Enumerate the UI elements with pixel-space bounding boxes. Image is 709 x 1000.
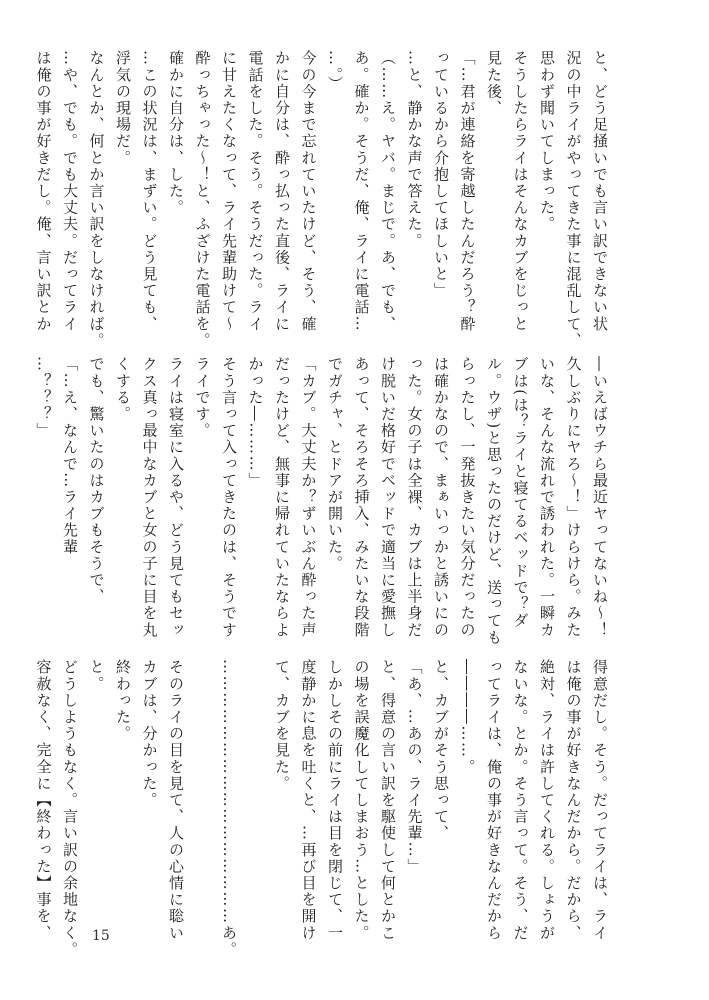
text-line: …や、でも。でも大丈夫。だってライ xyxy=(61,50,79,333)
text-line: あって、そろそろ挿入、みたいな段階 xyxy=(352,356,371,639)
text-line: ブは(は？ライと寝てるベッドで？ダ xyxy=(511,356,530,630)
text-line: っているから介抱してほしいと」 xyxy=(432,50,450,299)
text-line: と、どう足掻いでも言い訳できない状 xyxy=(591,50,609,333)
text-line: ル。ウザ)と思ったのだけど、送っても xyxy=(485,356,503,646)
text-line: は俺の事が好きだし。俺、言い訳とか xyxy=(34,50,53,333)
text-line: った。女の子は全裸、カブは上半身だ xyxy=(405,356,424,639)
text-line: かった―………」 xyxy=(246,356,265,489)
text-line: あ。確か。そうだ、俺、ライに電話… xyxy=(352,50,371,333)
text-line: 久しぶりにヤろ～！」けらけら。みた xyxy=(564,356,583,639)
text-line: ないな。とか。そう言って。そう、だ xyxy=(511,659,530,942)
text-line: いな、そんな流れで誘われた。一瞬カ xyxy=(538,356,556,639)
text-line: は確かなので、まぁいっかと誘いにの xyxy=(432,356,450,639)
text-line: け脱いだ格好でベッドで適当に愛撫し xyxy=(379,356,397,639)
text-line: 絶対、ライは許してくれる。しょうが xyxy=(538,659,556,942)
text-line: の場を誤魔化してしまおう…とした。 xyxy=(352,659,371,942)
text-line: …この状況は、まずい。どう見ても、 xyxy=(140,50,159,333)
text-line: だったけど、無事に帰れていたならよ xyxy=(273,356,291,639)
text-line: どうしようもなく。言い訳の余地なく。 xyxy=(61,659,79,958)
text-tier-middle xyxy=(34,356,613,646)
text-line: そのライの目を見て、人の心情に聡い xyxy=(167,659,185,942)
text-line: なんとか、何とか言い訳をしなければ。 xyxy=(87,50,106,349)
text-line: ―いえばウチら最近ヤってないね～！ xyxy=(591,356,609,639)
text-line: 容赦なく、完全に【終わった】事を、 xyxy=(34,659,53,942)
text-line: でガチャ、とドアが開いた。 xyxy=(326,356,344,572)
text-line: …？？？」 xyxy=(34,356,53,439)
text-line: かに自分は、酔っ払った直後、ライに xyxy=(273,50,291,333)
text-line xyxy=(189,659,216,942)
text-line: カブは、分かった。 xyxy=(140,659,159,809)
text-line: 今の今まで忘れていたけど、そう、確 xyxy=(299,50,318,333)
text-line: 況の中ライがやってきた事に混乱して、 xyxy=(564,50,583,349)
text-line xyxy=(242,659,269,942)
text-line: ――――……。 xyxy=(458,659,477,776)
text-line: 「…君が連絡を寄越したんだろう？酔 xyxy=(458,50,477,333)
text-line: （……え。ヤバ。まじで。あ、でも、 xyxy=(379,50,397,333)
text-line: クス真っ最中なカブと女の子に目を丸 xyxy=(140,356,159,639)
text-line: そう言って入ってきたのは、そうです xyxy=(220,356,238,639)
text-line: 酔っちゃった～！と、ふざけた電話を。 xyxy=(193,50,212,349)
text-line: に甘えたくなって、ライ先輩助けて～ xyxy=(220,50,238,333)
text-line: 終わった。 xyxy=(114,659,132,742)
text-line: ライです。 xyxy=(193,356,212,439)
text-line: 思わず聞いてしまった。 xyxy=(538,50,556,233)
text-line: 「あ、…あの、ライ先輩…」 xyxy=(405,659,424,875)
text-line: 「…え、なんで…ライ先輩 xyxy=(61,356,79,556)
text-tier-top xyxy=(34,50,613,349)
text-line: 確かに自分は、した。 xyxy=(167,50,185,216)
text-line: そうしたらライはそんなカブをじっと xyxy=(511,50,530,333)
text-line: 見た後、 xyxy=(485,50,503,117)
page-number: 15 xyxy=(92,928,110,944)
text-line: 度静かに息を吐くと、…再び目を開け xyxy=(299,659,318,942)
text-line: でも、驚いたのはカブもそうで、 xyxy=(87,356,106,605)
text-line: と、得意の言い訳を駆使して何とかこ xyxy=(379,659,397,942)
text-line: ってライは、俺の事が好きなんだから xyxy=(485,659,503,942)
text-tier-bottom xyxy=(34,659,613,958)
text-line: 「カブ。大丈夫か？ずいぶん酔った声 xyxy=(299,356,318,639)
text-line: 浮気の現場だ。 xyxy=(114,50,132,167)
text-line: …………………………………………あ。 xyxy=(220,659,238,958)
text-line: しかしその前にライは目を閉じて、一 xyxy=(326,659,344,942)
text-line: は俺の事が好きなんだから。だから、 xyxy=(564,659,583,942)
text-line: らったし、一発抜きたい気分だったの xyxy=(458,356,477,639)
text-line: …と、静かな声で答えた。 xyxy=(405,50,424,250)
text-line: ライは寝室に入るや、どう見てもセッ xyxy=(167,356,185,639)
text-line: くする。 xyxy=(114,356,132,423)
text-line: 電話をした。そう。そうだった。ライ xyxy=(246,50,265,333)
text-line: …。） xyxy=(326,50,344,93)
text-line: て、カブを見た。 xyxy=(273,659,291,792)
text-line: と。 xyxy=(87,659,106,693)
text-line: と、カブがそう思って、 xyxy=(432,659,450,842)
text-line: 得意だし。そう。だってライは、ライ xyxy=(591,659,609,942)
